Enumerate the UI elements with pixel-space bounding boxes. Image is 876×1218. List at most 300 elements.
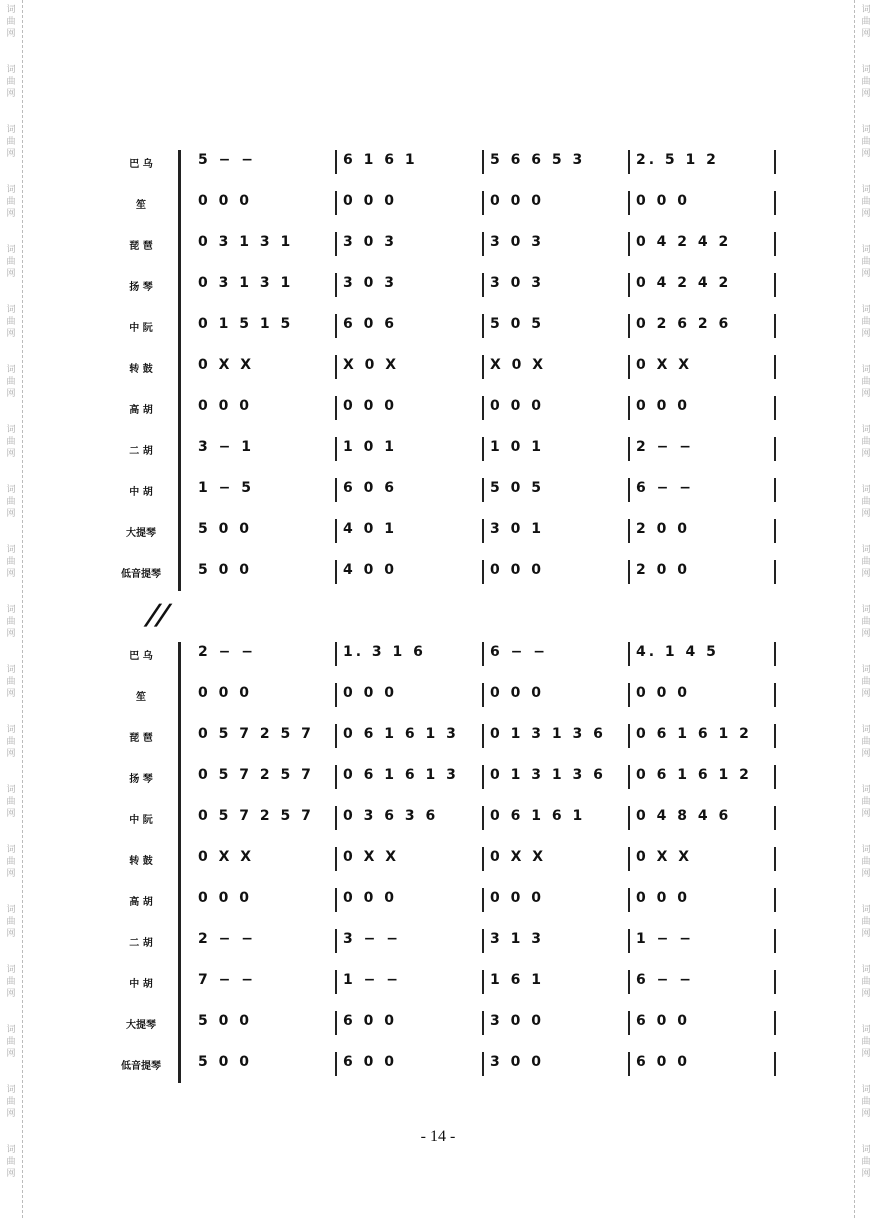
watermark-char: 网 (6, 269, 16, 279)
watermark-char: 曲 (6, 197, 16, 207)
measure: 2 0 0 (636, 562, 690, 578)
measure: 6 0 0 (636, 1013, 690, 1029)
watermark-char: 曲 (861, 1037, 871, 1047)
watermark-char: 曲 (861, 437, 871, 447)
measure: 6 1 6 1 (343, 152, 418, 168)
barline (774, 191, 776, 215)
barline (482, 765, 484, 789)
instrument-label: 扬 琴 (129, 774, 153, 785)
barline (335, 191, 337, 215)
instrument-label: 巴 乌 (129, 159, 153, 170)
watermark-char: 词 (861, 425, 871, 435)
watermark-char: 曲 (6, 377, 16, 387)
measure: 3 − − (343, 931, 401, 947)
barline (335, 478, 337, 502)
watermark-char: 词 (6, 605, 16, 615)
instrument-label: 转 鼓 (129, 856, 153, 867)
watermark-char: 词 (861, 1085, 871, 1095)
watermark-char: 曲 (6, 677, 16, 687)
watermark-char: 词 (6, 185, 16, 195)
barline (628, 1011, 630, 1035)
watermark-char: 网 (6, 629, 16, 639)
instrument-label: 巴 乌 (129, 651, 153, 662)
barline (335, 437, 337, 461)
barline (482, 150, 484, 174)
measure: 6 0 6 (343, 316, 397, 332)
measure: 5 0 0 (198, 1013, 252, 1029)
staff-row (110, 1052, 790, 1076)
measure: 0 X X (490, 849, 547, 865)
watermark-char: 曲 (6, 257, 16, 267)
watermark-char: 曲 (6, 317, 16, 327)
staff-row (110, 355, 790, 379)
measure: 6 0 6 (343, 480, 397, 496)
measure: 5 0 0 (198, 562, 252, 578)
watermark-char: 词 (6, 305, 16, 315)
watermark-char: 词 (6, 425, 16, 435)
measure: 0 5 7 2 5 7 (198, 726, 314, 742)
barline (774, 314, 776, 338)
measure: 0 X X (198, 849, 255, 865)
watermark-char: 曲 (6, 977, 16, 987)
instrument-label: 大提琴 (126, 1020, 156, 1031)
staff-row (110, 765, 790, 789)
watermark-char: 网 (861, 89, 871, 99)
barline (482, 724, 484, 748)
instrument-label: 中 阮 (129, 323, 153, 334)
watermark-char: 网 (6, 1109, 16, 1119)
measure: 0 1 5 1 5 (198, 316, 294, 332)
watermark-char: 网 (6, 869, 16, 879)
measure: 5 0 5 (490, 480, 544, 496)
measure: 3 − 1 (198, 439, 254, 455)
measure: 0 3 6 3 6 (343, 808, 439, 824)
measure: 0 3 1 3 1 (198, 234, 294, 250)
watermark-char: 曲 (6, 797, 16, 807)
watermark-char: 曲 (861, 737, 871, 747)
measure: 0 0 0 (490, 398, 544, 414)
barline (774, 806, 776, 830)
barline (774, 560, 776, 584)
barline (628, 847, 630, 871)
measure: 0 0 0 (636, 398, 690, 414)
staff-row (110, 888, 790, 912)
measure: 0 1 3 1 3 6 (490, 767, 606, 783)
measure: 0 5 7 2 5 7 (198, 808, 314, 824)
barline (628, 765, 630, 789)
measure: 0 0 0 (490, 562, 544, 578)
measure: 0 0 0 (636, 193, 690, 209)
watermark-char: 曲 (861, 257, 871, 267)
instrument-label: 中 胡 (129, 487, 153, 498)
barline (628, 683, 630, 707)
measure: 1 − − (343, 972, 401, 988)
barline (774, 888, 776, 912)
barline (335, 150, 337, 174)
measure: 5 0 0 (198, 521, 252, 537)
watermark-char: 网 (861, 269, 871, 279)
barline (482, 683, 484, 707)
barline (628, 396, 630, 420)
watermark-char: 词 (861, 305, 871, 315)
watermark-char: 曲 (6, 1097, 16, 1107)
measure: 1 − − (636, 931, 694, 947)
measure: 0 4 2 4 2 (636, 234, 732, 250)
watermark-char: 网 (861, 929, 871, 939)
watermark-char: 网 (861, 689, 871, 699)
staff-row (110, 437, 790, 461)
watermark-char: 网 (861, 569, 871, 579)
barline (628, 314, 630, 338)
barline (482, 396, 484, 420)
barline (774, 929, 776, 953)
barline (335, 724, 337, 748)
barline (774, 847, 776, 871)
instrument-label: 笙 (136, 200, 146, 211)
watermark-char: 曲 (6, 17, 16, 27)
measure: 6 − − (490, 644, 548, 660)
watermark-char: 词 (861, 785, 871, 795)
watermark-char: 网 (6, 389, 16, 399)
watermark-char: 词 (861, 65, 871, 75)
instrument-label: 转 鼓 (129, 364, 153, 375)
barline (335, 560, 337, 584)
barline (482, 191, 484, 215)
watermark-char: 词 (6, 365, 16, 375)
watermark-char: 网 (6, 449, 16, 459)
measure: 3 0 0 (490, 1054, 544, 1070)
measure: 6 − − (636, 972, 694, 988)
barline (774, 683, 776, 707)
barline (628, 355, 630, 379)
watermark-char: 网 (6, 689, 16, 699)
barline (482, 888, 484, 912)
watermark-char: 网 (6, 929, 16, 939)
watermark-char: 曲 (6, 1157, 16, 1167)
measure: 4. 1 4 5 (636, 644, 719, 660)
watermark-char: 词 (861, 485, 871, 495)
watermark-char: 网 (6, 329, 16, 339)
watermark-char: 曲 (861, 77, 871, 87)
measure: 4 0 1 (343, 521, 397, 537)
barline (628, 560, 630, 584)
barline (482, 478, 484, 502)
watermark-char: 词 (6, 1145, 16, 1155)
barline (482, 232, 484, 256)
watermark-char: 词 (861, 245, 871, 255)
barline (628, 888, 630, 912)
barline (482, 314, 484, 338)
barline (774, 970, 776, 994)
measure: 5 − − (198, 152, 256, 168)
barline (335, 765, 337, 789)
system-separator: // (141, 598, 175, 631)
barline (774, 1011, 776, 1035)
watermark-char: 曲 (861, 857, 871, 867)
measure: 0 4 8 4 6 (636, 808, 732, 824)
measure: 3 0 1 (490, 521, 544, 537)
watermark-char: 词 (6, 965, 16, 975)
watermark-char: 曲 (861, 317, 871, 327)
measure: 0 5 7 2 5 7 (198, 767, 314, 783)
measure: 1 6 1 (490, 972, 544, 988)
barline (335, 232, 337, 256)
instrument-label: 笙 (136, 692, 146, 703)
staff-row (110, 232, 790, 256)
watermark-char: 曲 (6, 437, 16, 447)
barline (335, 519, 337, 543)
barline (335, 683, 337, 707)
barline (335, 970, 337, 994)
staff-row (110, 929, 790, 953)
barline (628, 150, 630, 174)
staff-row (110, 314, 790, 338)
measure: 2 − − (198, 644, 256, 660)
watermark-char: 网 (861, 869, 871, 879)
instrument-label: 二 胡 (129, 446, 153, 457)
watermark-char: 曲 (6, 617, 16, 627)
measure: 0 0 0 (636, 685, 690, 701)
watermark-char: 网 (6, 89, 16, 99)
measure: 2. 5 1 2 (636, 152, 719, 168)
measure: 3 1 3 (490, 931, 544, 947)
watermark-char: 词 (861, 1025, 871, 1035)
watermark-char: 词 (6, 485, 16, 495)
barline (774, 765, 776, 789)
watermark-char: 词 (6, 1025, 16, 1035)
watermark-char: 曲 (6, 557, 16, 567)
barline (628, 1052, 630, 1076)
measure: 6 − − (636, 480, 694, 496)
watermark-char: 网 (6, 989, 16, 999)
watermark-char: 网 (861, 1049, 871, 1059)
staff-row (110, 478, 790, 502)
watermark-char: 曲 (6, 857, 16, 867)
measure: 3 0 3 (343, 234, 397, 250)
measure: 0 1 3 1 3 6 (490, 726, 606, 742)
score-system (110, 150, 790, 601)
watermark-char: 曲 (6, 137, 16, 147)
barline (774, 273, 776, 297)
barline (335, 355, 337, 379)
instrument-label: 高 胡 (129, 405, 153, 416)
watermark-char: 曲 (861, 677, 871, 687)
watermark-char: 词 (6, 785, 16, 795)
barline (482, 1011, 484, 1035)
barline (335, 1052, 337, 1076)
barline (774, 437, 776, 461)
measure: 6 0 0 (343, 1013, 397, 1029)
watermark-char: 词 (861, 5, 871, 15)
barline (628, 478, 630, 502)
watermark-char: 词 (861, 845, 871, 855)
measure: 0 6 1 6 1 (490, 808, 586, 824)
page-number: - 14 - (420, 1128, 456, 1145)
watermark-char: 曲 (861, 797, 871, 807)
watermark-char: 曲 (861, 617, 871, 627)
measure: 0 3 1 3 1 (198, 275, 294, 291)
barline (482, 806, 484, 830)
watermark-char: 曲 (6, 737, 16, 747)
barline (628, 273, 630, 297)
watermark-char: 曲 (861, 1097, 871, 1107)
measure: 3 0 3 (490, 234, 544, 250)
watermark-char: 词 (6, 905, 16, 915)
watermark-char: 词 (861, 365, 871, 375)
barline (628, 232, 630, 256)
watermark-char: 曲 (861, 137, 871, 147)
staff-row (110, 806, 790, 830)
measure: 2 − − (636, 439, 694, 455)
measure: 0 0 0 (490, 685, 544, 701)
watermark-char: 网 (861, 449, 871, 459)
measure: 1 0 1 (490, 439, 544, 455)
watermark-char: 网 (861, 509, 871, 519)
barline (774, 642, 776, 666)
measure: 0 0 0 (198, 685, 252, 701)
barline (335, 642, 337, 666)
barline (628, 191, 630, 215)
barline (482, 1052, 484, 1076)
watermark-char: 网 (6, 1049, 16, 1059)
barline (628, 970, 630, 994)
watermark-char: 曲 (6, 77, 16, 87)
instrument-label: 大提琴 (126, 528, 156, 539)
barline (482, 437, 484, 461)
barline (335, 806, 337, 830)
barline (774, 396, 776, 420)
staff-row (110, 970, 790, 994)
barline (482, 355, 484, 379)
instrument-label: 低音提琴 (121, 1061, 161, 1072)
watermark-char: 词 (6, 725, 16, 735)
barline (774, 150, 776, 174)
watermark-char: 词 (6, 5, 16, 15)
score-system (110, 642, 790, 1093)
measure: 5 0 5 (490, 316, 544, 332)
watermark-char: 网 (861, 749, 871, 759)
barline (774, 724, 776, 748)
watermark-char: 词 (6, 125, 16, 135)
barline (482, 847, 484, 871)
watermark-char: 网 (861, 1169, 871, 1179)
staff-row (110, 273, 790, 297)
barline (335, 396, 337, 420)
barline (482, 519, 484, 543)
measure: 0 2 6 2 6 (636, 316, 732, 332)
instrument-label: 二 胡 (129, 938, 153, 949)
measure: 1 0 1 (343, 439, 397, 455)
watermark-char: 网 (861, 29, 871, 39)
watermark-char: 词 (861, 125, 871, 135)
measure: X 0 X (490, 357, 547, 373)
barline (335, 847, 337, 871)
left-watermark-strip (0, 0, 23, 1218)
measure: 3 0 3 (343, 275, 397, 291)
measure: 0 6 1 6 1 2 (636, 726, 752, 742)
measure: 0 0 0 (198, 193, 252, 209)
barline (774, 355, 776, 379)
watermark-char: 曲 (861, 497, 871, 507)
staff-row (110, 560, 790, 584)
measure: 0 0 0 (636, 890, 690, 906)
measure: 0 0 0 (343, 398, 397, 414)
watermark-char: 词 (861, 905, 871, 915)
watermark-char: 曲 (6, 917, 16, 927)
measure: 5 0 0 (198, 1054, 252, 1070)
instrument-label: 琵 琶 (129, 241, 153, 252)
measure: 0 0 0 (490, 890, 544, 906)
measure: X 0 X (343, 357, 400, 373)
instrument-label: 中 胡 (129, 979, 153, 990)
barline (482, 642, 484, 666)
measure: 0 X X (343, 849, 400, 865)
watermark-char: 网 (861, 149, 871, 159)
watermark-char: 网 (6, 209, 16, 219)
watermark-char: 词 (861, 605, 871, 615)
barline (774, 232, 776, 256)
watermark-char: 曲 (861, 197, 871, 207)
measure: 0 6 1 6 1 2 (636, 767, 752, 783)
watermark-char: 词 (861, 1145, 871, 1155)
barline (628, 806, 630, 830)
measure: 1. 3 1 6 (343, 644, 426, 660)
measure: 0 4 2 4 2 (636, 275, 732, 291)
watermark-char: 曲 (6, 1037, 16, 1047)
watermark-char: 词 (6, 845, 16, 855)
watermark-char: 词 (6, 245, 16, 255)
watermark-char: 词 (6, 545, 16, 555)
watermark-char: 曲 (861, 377, 871, 387)
watermark-char: 网 (861, 389, 871, 399)
measure: 0 X X (198, 357, 255, 373)
watermark-char: 网 (6, 809, 16, 819)
measure: 0 X X (636, 357, 693, 373)
measure: 0 0 0 (198, 890, 252, 906)
watermark-char: 网 (6, 1169, 16, 1179)
measure: 0 0 0 (198, 398, 252, 414)
watermark-char: 网 (861, 989, 871, 999)
watermark-char: 网 (861, 329, 871, 339)
watermark-char: 网 (6, 509, 16, 519)
measure: 0 X X (636, 849, 693, 865)
watermark-char: 词 (6, 65, 16, 75)
barline (774, 478, 776, 502)
measure: 0 6 1 6 1 3 (343, 726, 459, 742)
barline (628, 929, 630, 953)
barline (628, 724, 630, 748)
watermark-char: 词 (861, 185, 871, 195)
watermark-char: 网 (861, 629, 871, 639)
measure: 3 0 0 (490, 1013, 544, 1029)
instrument-label: 扬 琴 (129, 282, 153, 293)
barline (482, 929, 484, 953)
watermark-char: 网 (6, 29, 16, 39)
barline (335, 929, 337, 953)
watermark-char: 曲 (861, 1157, 871, 1167)
instrument-label: 低音提琴 (121, 569, 161, 580)
watermark-char: 词 (861, 725, 871, 735)
watermark-char: 曲 (861, 917, 871, 927)
barline (335, 1011, 337, 1035)
staff-row (110, 519, 790, 543)
staff-row (110, 1011, 790, 1035)
barline (335, 314, 337, 338)
watermark-char: 曲 (861, 17, 871, 27)
watermark-char: 网 (861, 209, 871, 219)
instrument-label: 高 胡 (129, 897, 153, 908)
barline (335, 273, 337, 297)
